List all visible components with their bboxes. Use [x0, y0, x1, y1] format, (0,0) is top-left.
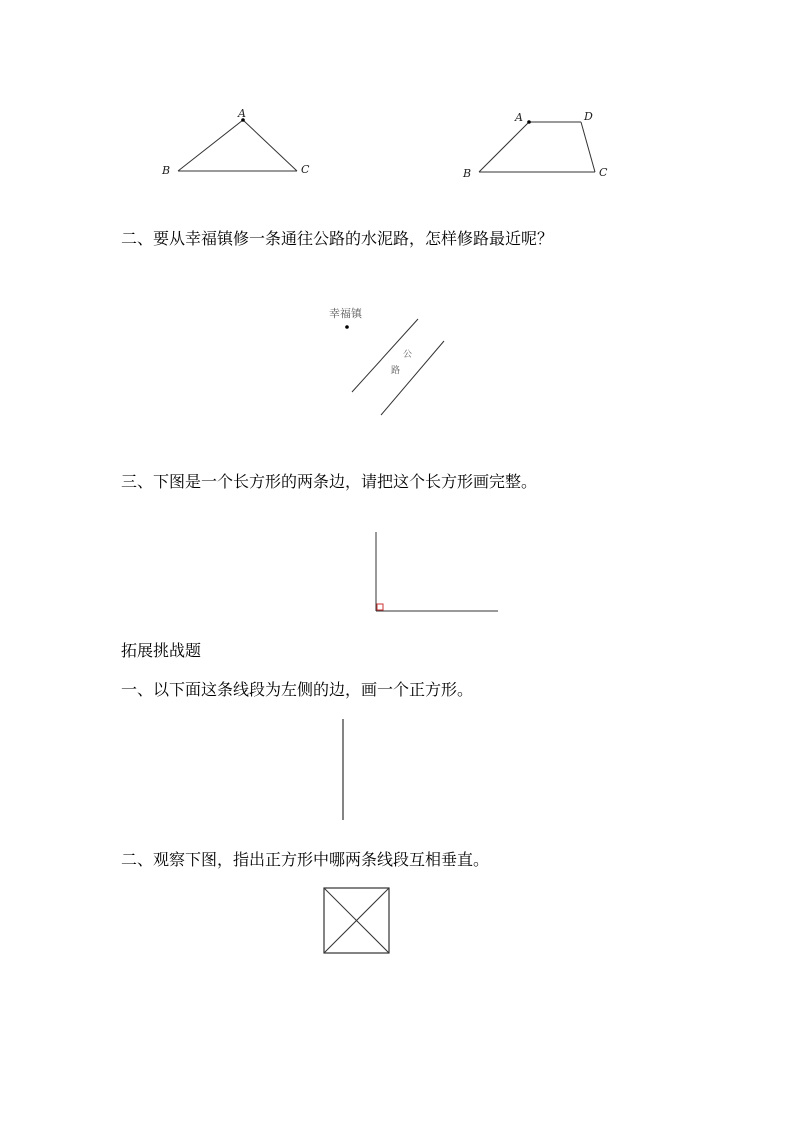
- triangle-label-c: C: [301, 163, 310, 176]
- trapezoid-figure: [462, 110, 608, 180]
- question-square: 一、以下面这条线段为左侧的边，画一个正方形。: [121, 680, 474, 699]
- extension-heading: 拓展挑战题: [121, 641, 202, 660]
- rectangle-sides-figure: [376, 532, 498, 611]
- square-diagonals-figure: [324, 888, 389, 953]
- question-road: 二、要从幸福镇修一条通往公路的水泥路，怎样修路最近呢？: [121, 229, 554, 248]
- trapezoid-label-c: C: [599, 166, 608, 179]
- question-perpendicular: 二、观察下图，指出正方形中哪两条线段互相垂直。: [121, 850, 490, 869]
- triangle-label-a: A: [238, 107, 246, 120]
- town-road-figure: [329, 306, 444, 415]
- trapezoid-label-d: D: [584, 110, 593, 123]
- trapezoid-label-a: A: [515, 111, 523, 124]
- right-angle-mark: [377, 604, 383, 610]
- trapezoid-label-b: B: [463, 167, 472, 180]
- triangle-label-b: B: [162, 164, 171, 177]
- town-label: 幸福镇: [329, 307, 362, 320]
- town-point: [345, 325, 349, 329]
- question-rectangle: 三、下图是一个长方形的两条边，请把这个长方形画完整。: [121, 472, 538, 491]
- road-label-1: 公: [403, 350, 413, 360]
- road-label-2: 路: [391, 366, 401, 376]
